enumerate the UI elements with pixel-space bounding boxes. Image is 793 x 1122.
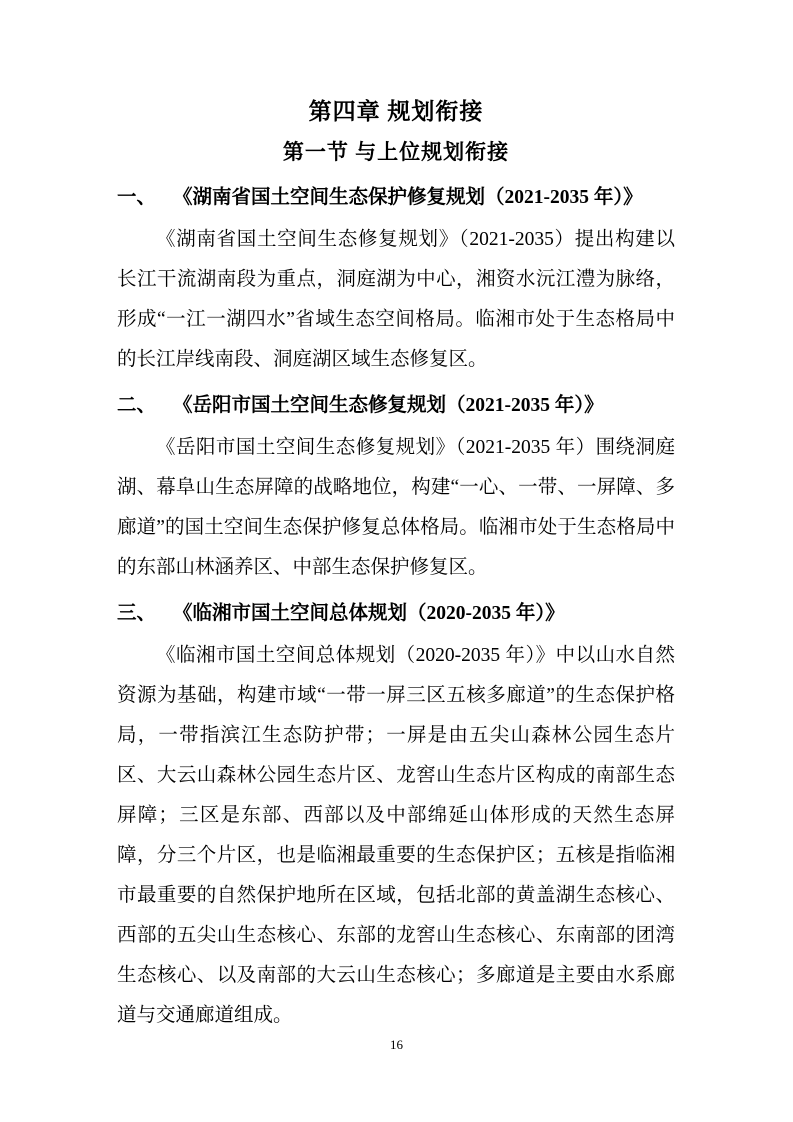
subsection-number-2: 二、 (117, 395, 157, 416)
subsection-heading-2 (117, 386, 675, 426)
chapter-title: 第四章 规划衔接 (308, 99, 484, 124)
subsection-paragraph-3: 《临湘市国土空间总体规划（2020-2035 年）》中以山水自然资源为基础，构建市域“一带一屏三区五核多廊道”的生态保护格局，一带指滨江生态防护带；一屏是由五尖山森林公园生态片区、大云山森林公园生态片区、龙窖山生态片区构成的南部生态屏障；三区是东部、西部以及中部绵延山体形成的天然生态屏障，分三个片区，也是临湘最重要的生态保护区；五核是指临湘市最重要的自然保护地所在区域，包括北部的黄盖湖生态核心、西部的五尖山生态核心、东部的龙窖山生态核心、东南部的团湾生态核心、以及南部的大云山生态核心；多廊道是主要由水系廊道与交通廊道组成。 (117, 645, 675, 1026)
subsection-heading-1 (117, 178, 675, 218)
subsection-heading-title-1: 《湖南省国土空间生态保护修复规划（2021-2035 年）》 (173, 187, 643, 208)
subsection-paragraph-1: 《湖南省国土空间生态修复规划》（2021-2035）提出构建以长江干流湖南段为重点，洞庭湖为中心，湘资水沅江澧为脉络，形成“一江一湖四水”省域生态空间格局。临湘市处于生态格局中的长江岸线南段、洞庭湖区域生态修复区。 (117, 229, 675, 370)
page-number: 16 (390, 1037, 403, 1052)
subsection-number-3: 三、 (117, 603, 157, 624)
subsection-heading-3 (117, 594, 675, 634)
subsection-heading-title-2: 《岳阳市国土空间生态修复规划（2021-2035 年）》 (173, 395, 604, 416)
subsection-heading-title-3: 《临湘市国土空间总体规划（2020-2035 年）》 (173, 603, 565, 624)
section-title: 第一节 与上位规划衔接 (282, 140, 510, 164)
subsection-number-1: 一、 (117, 187, 157, 208)
subsection-paragraph-2: 《岳阳市国土空间生态修复规划》（2021-2035 年）围绕洞庭湖、幕阜山生态屏障的战略地位，构建“一心、一带、一屏障、多廊道”的国土空间生态保护修复总体格局。临湘市处于生态格局中的东部山林涵养区、中部生态保护修复区。 (117, 437, 675, 578)
